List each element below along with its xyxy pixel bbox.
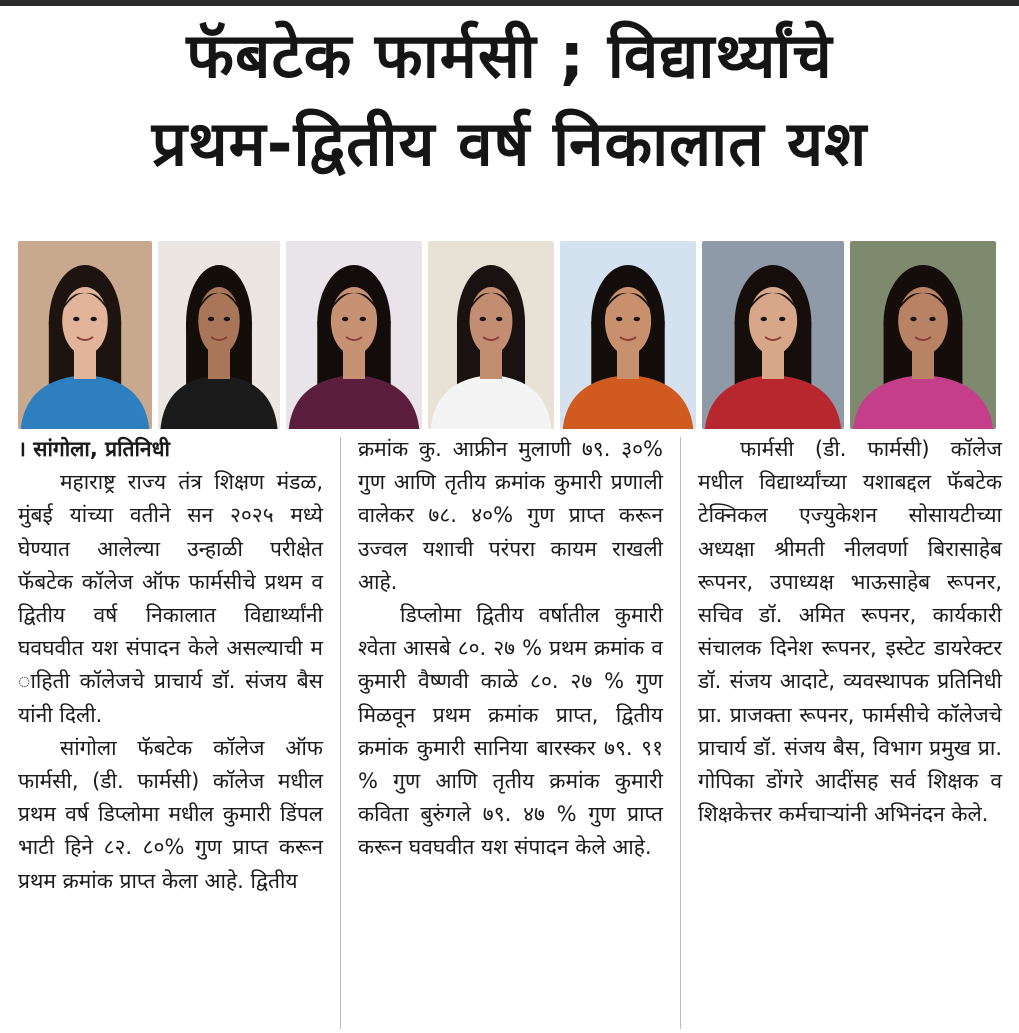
student-photo-6 bbox=[702, 241, 844, 429]
student-photo-7 bbox=[850, 241, 996, 429]
article-column-3 bbox=[698, 433, 1002, 831]
paragraph: डिप्लोमा द्वितीय वर्षातील कुमारी श्वेता आसबे ८०. २७ % प्रथम क्रमांक व कुमारी वैष्णवी काळे ८०. २७ % गुण मिळवून प्रथम क्रमांक प्राप्त, द्वितीय क्रमांक कुमारी सानिया बारस्कर ७९. ९१ % गुण आणि तृतीय क्रमांक कुमारी कविता बुरुंगले ७९. ४७ % गुण प्राप्त करून घवघवीत यश संपादन केले आहे. bbox=[358, 603, 663, 860]
portrait-illustration bbox=[18, 241, 152, 429]
headline-line-2: प्रथम-द्वितीय वर्ष निकालात यश bbox=[151, 107, 868, 180]
student-photo-1 bbox=[18, 241, 152, 429]
article-column-1 bbox=[18, 433, 323, 898]
portrait-illustration bbox=[158, 241, 280, 429]
portrait-illustration bbox=[702, 241, 844, 429]
student-photo-3 bbox=[286, 241, 422, 429]
portrait-illustration bbox=[286, 241, 422, 429]
paragraph: फार्मसी (डी. फार्मसी) कॉलेज मधील विद्यार्थ्यांच्या यशाबद्दल फॅबटेक टेक्निकल एज्युकेशन सोसायटीच्या अध्यक्षा श्रीमती नीलवर्णा बिरासाहेब रूपनर, उपाध्यक्ष भाऊसाहेब रूपनर, सचिव डॉ. अमित रूपनर, कार्यकारी संचालक दिनेश रूपनर, इस्टेट डायरेक्टर डॉ. संजय आदाटे, व्यवस्थापक प्रतिनिधी प्रा. प्राजक्ता रूपनर, फार्मसीचे कॉलेजचे प्राचार्य डॉ. संजय बैस, विभाग प्रमुख प्रा. गोपिका डोंगरे आदींसह सर्व शिक्षक व शिक्षकेत्तर कर्मचाऱ्यांनी अभिनंदन केले. bbox=[698, 437, 1002, 827]
student-photo-4 bbox=[428, 241, 554, 429]
headline-line-1: फॅबटेक फार्मसी ; विद्यार्थ्यांचे bbox=[186, 19, 833, 92]
portrait-illustration bbox=[850, 241, 996, 429]
dateline: । सांगोला, प्रतिनिधी bbox=[18, 437, 170, 461]
article-body bbox=[18, 433, 1002, 1033]
student-photo-5 bbox=[560, 241, 696, 429]
top-rule bbox=[0, 0, 1019, 6]
article-column-2 bbox=[358, 433, 663, 865]
portrait-illustration bbox=[560, 241, 696, 429]
headline bbox=[0, 12, 1019, 188]
portrait-illustration bbox=[428, 241, 554, 429]
column-divider bbox=[680, 437, 681, 1029]
paragraph: सांगोला फॅबटेक कॉलेज ऑफ फार्मसी, (डी. फार्मसी) कॉलेज मधील प्रथम वर्ष डिप्लोमा मधील कुमारी डिंपल भाटी हिने ८२. ८०% गुण प्राप्त करून प्रथम क्रमांक प्राप्त केला आहे. द्वितीय bbox=[18, 735, 323, 893]
paragraph: महाराष्ट्र राज्य तंत्र शिक्षण मंडळ, मुंबई यांच्या वतीने सन २०२५ मध्ये घेण्यात आलेल्या उन्हाळी परीक्षेत फॅबटेक कॉलेज ऑफ फार्मसीचे प्रथम व द्वितीय वर्ष निकालात विद्यार्थ्यांनी घवघवीत यश संपादन केले असल्याची म ाहिती कॉलेजचे प्राचार्य डॉ. संजय बैस यांनी दिली. bbox=[18, 470, 323, 727]
photo-strip bbox=[18, 241, 1002, 429]
column-divider bbox=[340, 437, 341, 1029]
student-photo-2 bbox=[158, 241, 280, 429]
paragraph: क्रमांक कु. आफ्रीन मुलाणी ७९. ३०% गुण आणि तृतीय क्रमांक कुमारी प्रणाली वालेकर ७८. ४०% गुण प्राप्त करून उज्वल यशाची परंपरा कायम राखली आहे. bbox=[358, 437, 663, 594]
